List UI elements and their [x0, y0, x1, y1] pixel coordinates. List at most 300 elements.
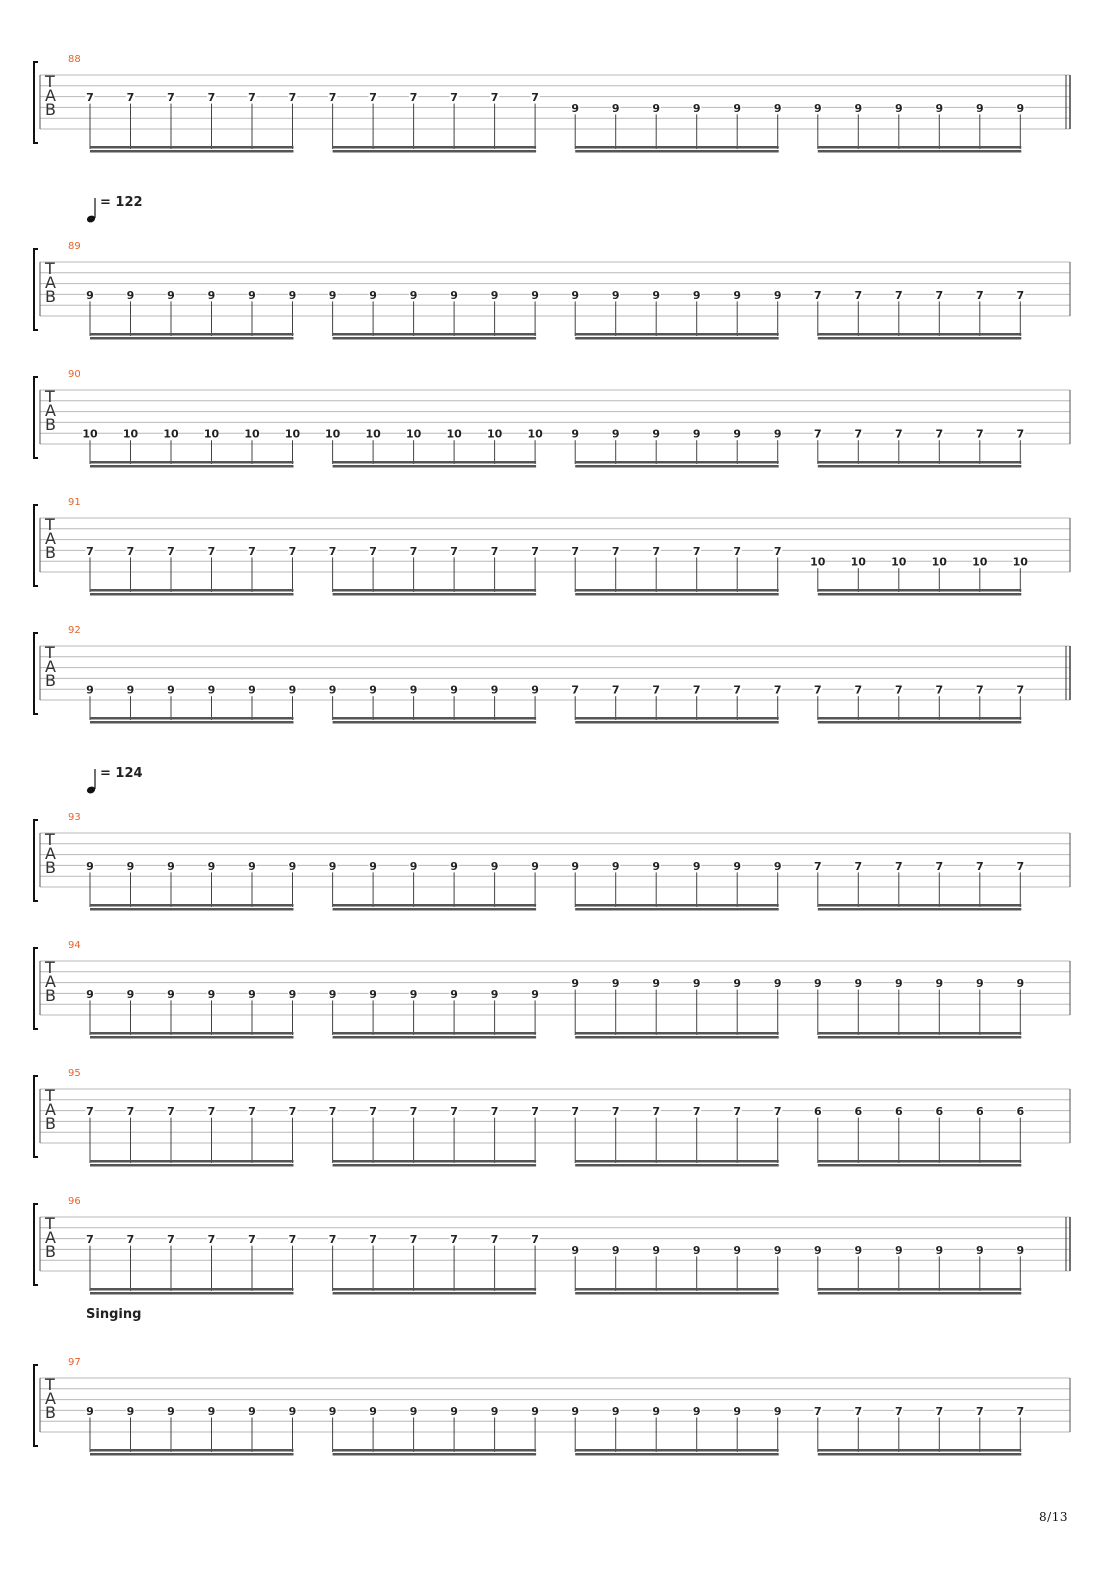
fret-number: 9 — [854, 101, 863, 115]
fret-number: 9 — [692, 977, 701, 991]
fret-number: 7 — [167, 91, 175, 105]
fret-number: 9 — [409, 288, 418, 302]
fret-number: 7 — [328, 91, 337, 105]
fret-number: 9 — [531, 288, 539, 302]
fret-number: 9 — [490, 859, 499, 873]
fret-number: 7 — [692, 683, 701, 697]
fret-number: 7 — [894, 1404, 903, 1418]
beam — [818, 1032, 1022, 1035]
fret-number: 7 — [975, 683, 984, 697]
fret-number: 6 — [935, 1105, 944, 1119]
fret-number: 7 — [167, 544, 175, 558]
fret-number: 7 — [1016, 427, 1025, 441]
fret-number: 7 — [126, 544, 135, 558]
beam — [333, 1453, 536, 1456]
beam — [90, 337, 294, 340]
fret-number: 9 — [531, 859, 539, 873]
fret-number: 9 — [288, 1404, 297, 1418]
beam — [575, 461, 779, 464]
fret-number: 10 — [1012, 555, 1028, 569]
fret-number: 10 — [122, 427, 139, 441]
tab-clef-letter: B — [45, 100, 56, 119]
beam — [333, 1288, 536, 1291]
fret-number: 9 — [894, 977, 903, 991]
fret-number: 9 — [126, 859, 135, 873]
beam — [818, 465, 1022, 468]
beam — [818, 337, 1022, 340]
tab-clef-letter: B — [45, 1403, 56, 1422]
fret-number: 7 — [248, 544, 256, 558]
fret-number: 9 — [288, 288, 297, 302]
fret-number: 9 — [450, 987, 458, 1001]
system-bracket — [34, 1204, 38, 1285]
fret-number: 9 — [207, 288, 216, 302]
fret-number: 9 — [409, 683, 418, 697]
fret-number: 9 — [571, 427, 580, 441]
fret-number: 9 — [733, 427, 742, 441]
beam — [90, 461, 294, 464]
beam — [333, 1164, 536, 1167]
fret-number: 7 — [813, 859, 822, 873]
fret-number: 7 — [248, 1105, 256, 1119]
beam — [575, 717, 779, 720]
system-bracket — [34, 505, 38, 586]
fret-number: 9 — [369, 859, 377, 873]
beam — [90, 1453, 294, 1456]
fret-number: 7 — [207, 91, 216, 105]
beam — [90, 1164, 294, 1167]
fret-number: 7 — [86, 544, 94, 558]
beam — [818, 461, 1022, 464]
fret-number: 9 — [935, 977, 944, 991]
beam — [333, 908, 536, 911]
fret-number: 7 — [854, 427, 863, 441]
fret-number: 7 — [450, 544, 458, 558]
beam — [333, 1449, 536, 1452]
beam — [333, 333, 536, 336]
fret-number: 9 — [126, 288, 135, 302]
beam — [818, 150, 1022, 153]
fret-number: 7 — [167, 1233, 175, 1247]
fret-number: 9 — [652, 427, 661, 441]
fret-number: 9 — [611, 1243, 620, 1257]
system-bracket — [34, 1365, 38, 1446]
beam — [333, 461, 536, 464]
fret-number: 10 — [446, 427, 462, 441]
fret-number: 9 — [490, 683, 499, 697]
fret-number: 9 — [773, 1404, 782, 1418]
fret-number: 7 — [571, 544, 580, 558]
beam — [818, 1449, 1022, 1452]
fret-number: 7 — [531, 1233, 539, 1247]
beam — [818, 1292, 1022, 1295]
tab-clef-letter: B — [45, 986, 56, 1005]
fret-number: 9 — [126, 683, 135, 697]
fret-number: 6 — [1016, 1105, 1025, 1119]
fret-number: 10 — [527, 427, 543, 441]
tab-clef-letter: B — [45, 543, 56, 562]
tab-clef-letter: A — [45, 657, 56, 676]
tempo-marking: = 124 — [100, 766, 143, 781]
fret-number: 7 — [86, 91, 94, 105]
beam — [575, 1036, 779, 1039]
fret-number: 9 — [652, 101, 661, 115]
fret-number: 9 — [248, 987, 256, 1001]
fret-number: 7 — [409, 1233, 418, 1247]
fret-number: 9 — [167, 288, 175, 302]
fret-number: 9 — [86, 1404, 94, 1418]
beam — [818, 1036, 1022, 1039]
fret-number: 7 — [1016, 1404, 1025, 1418]
fret-number: 9 — [894, 101, 903, 115]
fret-number: 7 — [611, 1105, 620, 1119]
beam — [818, 593, 1022, 596]
beam — [575, 1164, 779, 1167]
fret-number: 9 — [652, 859, 661, 873]
beam — [575, 1453, 779, 1456]
fret-number: 7 — [207, 1233, 216, 1247]
fret-number: 9 — [248, 288, 256, 302]
fret-number: 7 — [975, 427, 984, 441]
beam — [90, 589, 294, 592]
beam — [333, 1036, 536, 1039]
fret-number: 7 — [369, 1105, 377, 1119]
beam — [333, 465, 536, 468]
fret-number: 7 — [288, 1233, 297, 1247]
fret-number: 7 — [288, 544, 297, 558]
tab-clef-letter: B — [45, 858, 56, 877]
fret-number: 10 — [972, 555, 988, 569]
fret-number: 9 — [531, 987, 539, 1001]
fret-number: 9 — [571, 101, 580, 115]
fret-number: 10 — [365, 427, 381, 441]
fret-number: 7 — [854, 683, 863, 697]
fret-number: 7 — [894, 288, 903, 302]
fret-number: 9 — [369, 1404, 377, 1418]
fret-number: 7 — [369, 544, 377, 558]
fret-number: 6 — [813, 1105, 822, 1119]
fret-number: 10 — [284, 427, 301, 441]
beam — [575, 1288, 779, 1291]
beam — [575, 465, 779, 468]
beam — [575, 150, 779, 153]
fret-number: 9 — [733, 977, 742, 991]
fret-number: 7 — [409, 91, 418, 105]
beam — [575, 1160, 779, 1163]
fret-number: 9 — [207, 1404, 216, 1418]
fret-number: 9 — [652, 1243, 661, 1257]
fret-number: 7 — [894, 859, 903, 873]
fret-number: 9 — [167, 1404, 175, 1418]
fret-number: 9 — [854, 977, 863, 991]
fret-number: 7 — [207, 1105, 216, 1119]
fret-number: 7 — [450, 1233, 458, 1247]
fret-number: 9 — [1016, 101, 1025, 115]
fret-number: 9 — [733, 859, 742, 873]
fret-number: 7 — [571, 1105, 580, 1119]
beam — [818, 904, 1022, 907]
fret-number: 6 — [854, 1105, 863, 1119]
fret-number: 9 — [490, 1404, 499, 1418]
fret-number: 7 — [126, 1233, 135, 1247]
tab-clef-letter: T — [45, 958, 55, 977]
fret-number: 9 — [813, 977, 822, 991]
beam — [90, 1449, 294, 1452]
fret-number: 7 — [1016, 683, 1025, 697]
fret-number: 7 — [935, 683, 944, 697]
beam — [575, 593, 779, 596]
tab-clef-letter: A — [45, 1100, 56, 1119]
beam — [575, 337, 779, 340]
fret-number: 9 — [854, 1243, 863, 1257]
fret-number: 7 — [773, 1105, 782, 1119]
fret-number: 7 — [611, 544, 620, 558]
fret-number: 10 — [931, 555, 947, 569]
system-bracket — [34, 62, 38, 143]
fret-number: 9 — [571, 977, 580, 991]
fret-number: 9 — [369, 987, 377, 1001]
system-bracket — [34, 249, 38, 330]
tab-clef-letter: B — [45, 671, 56, 690]
fret-number: 9 — [611, 427, 620, 441]
tab-clef-letter: T — [45, 259, 55, 278]
fret-number: 9 — [490, 987, 499, 1001]
measure-number: 95 — [68, 1068, 81, 1079]
fret-number: 7 — [773, 544, 782, 558]
fret-number: 9 — [733, 288, 742, 302]
fret-number: 9 — [450, 288, 458, 302]
fret-number: 9 — [733, 1243, 742, 1257]
fret-number: 9 — [490, 288, 499, 302]
fret-number: 7 — [288, 1105, 297, 1119]
fret-number: 9 — [369, 288, 377, 302]
beam — [575, 1292, 779, 1295]
tab-clef-letter: A — [45, 1389, 56, 1408]
fret-number: 7 — [248, 1233, 256, 1247]
fret-number: 7 — [328, 1233, 337, 1247]
fret-number: 7 — [126, 1105, 135, 1119]
tab-clef-letter: T — [45, 830, 55, 849]
beam — [90, 904, 294, 907]
fret-number: 9 — [1016, 977, 1025, 991]
beam — [818, 1160, 1022, 1163]
fret-number: 7 — [409, 1105, 418, 1119]
fret-number: 7 — [490, 1105, 499, 1119]
fret-number: 9 — [450, 859, 458, 873]
beam — [333, 717, 536, 720]
page-number: 8/13 — [1039, 1510, 1068, 1524]
text-direction: Singing — [86, 1307, 142, 1322]
beam — [333, 337, 536, 340]
beam — [333, 146, 536, 149]
fret-number: 7 — [975, 859, 984, 873]
tab-clef-letter: T — [45, 643, 55, 662]
system-bracket — [34, 1076, 38, 1157]
fret-number: 9 — [773, 427, 782, 441]
beam — [90, 717, 294, 720]
fret-number: 7 — [450, 91, 458, 105]
fret-number: 7 — [813, 288, 822, 302]
fret-number: 7 — [854, 288, 863, 302]
beam — [818, 1288, 1022, 1291]
fret-number: 7 — [894, 683, 903, 697]
fret-number: 9 — [86, 859, 94, 873]
fret-number: 9 — [248, 859, 256, 873]
fret-number: 9 — [1016, 1243, 1025, 1257]
beam — [90, 333, 294, 336]
fret-number: 9 — [935, 1243, 944, 1257]
beam — [90, 721, 294, 724]
beam — [575, 904, 779, 907]
fret-number: 9 — [611, 1404, 620, 1418]
tab-clef-letter: B — [45, 287, 56, 306]
fret-number: 9 — [692, 1404, 701, 1418]
beam — [818, 721, 1022, 724]
fret-number: 7 — [733, 683, 742, 697]
fret-number: 9 — [450, 683, 458, 697]
fret-number: 7 — [975, 1404, 984, 1418]
system-bracket — [34, 633, 38, 714]
fret-number: 10 — [405, 427, 422, 441]
fret-number: 9 — [733, 101, 742, 115]
fret-number: 9 — [207, 987, 216, 1001]
fret-number: 9 — [571, 1404, 580, 1418]
measure-number: 94 — [68, 940, 81, 951]
fret-number: 7 — [490, 1233, 499, 1247]
fret-number: 7 — [773, 683, 782, 697]
fret-number: 9 — [571, 288, 580, 302]
fret-number: 9 — [409, 987, 418, 1001]
fret-number: 9 — [692, 101, 701, 115]
fret-number: 9 — [86, 288, 94, 302]
beam — [575, 1449, 779, 1452]
beam — [575, 146, 779, 149]
fret-number: 10 — [810, 555, 826, 569]
fret-number: 9 — [126, 1404, 135, 1418]
fret-number: 9 — [611, 101, 620, 115]
beam — [333, 1160, 536, 1163]
fret-number: 9 — [328, 683, 337, 697]
fret-number: 10 — [850, 555, 866, 569]
beam — [818, 1164, 1022, 1167]
measure-number: 92 — [68, 625, 81, 636]
fret-number: 9 — [652, 977, 661, 991]
beam — [333, 904, 536, 907]
fret-number: 7 — [86, 1233, 94, 1247]
fret-number: 9 — [248, 1404, 256, 1418]
fret-number: 9 — [813, 101, 822, 115]
tab-clef-letter: A — [45, 844, 56, 863]
fret-number: 9 — [773, 977, 782, 991]
fret-number: 7 — [813, 683, 822, 697]
tab-clef-letter: T — [45, 1375, 55, 1394]
fret-number: 7 — [652, 1105, 661, 1119]
fret-number: 7 — [86, 1105, 94, 1119]
fret-number: 9 — [773, 859, 782, 873]
fret-number: 7 — [935, 1404, 944, 1418]
fret-number: 10 — [82, 427, 98, 441]
fret-number: 10 — [244, 427, 260, 441]
fret-number: 7 — [571, 683, 580, 697]
fret-number: 7 — [369, 91, 377, 105]
system-bracket — [34, 377, 38, 458]
fret-number: 9 — [126, 987, 135, 1001]
fret-number: 9 — [652, 288, 661, 302]
beam — [818, 333, 1022, 336]
measure-number: 96 — [68, 1196, 81, 1207]
fret-number: 9 — [409, 1404, 418, 1418]
fret-number: 9 — [733, 1404, 742, 1418]
measure-number: 90 — [68, 369, 81, 380]
fret-number: 7 — [328, 544, 337, 558]
beam — [90, 465, 294, 468]
measure-number: 88 — [68, 54, 81, 65]
measure-number: 89 — [68, 241, 81, 252]
tab-clef-letter: A — [45, 401, 56, 420]
fret-number: 9 — [773, 101, 782, 115]
fret-number: 6 — [894, 1105, 903, 1119]
beam — [333, 589, 536, 592]
beam — [575, 1032, 779, 1035]
beam — [575, 589, 779, 592]
tab-clef-letter: B — [45, 1114, 56, 1133]
fret-number: 9 — [652, 1404, 661, 1418]
fret-number: 7 — [975, 288, 984, 302]
beam — [90, 1288, 294, 1291]
tab-clef-letter: T — [45, 72, 55, 91]
fret-number: 9 — [450, 1404, 458, 1418]
fret-number: 9 — [288, 859, 297, 873]
beam — [90, 150, 294, 153]
beam — [575, 908, 779, 911]
fret-number: 9 — [328, 288, 337, 302]
fret-number: 7 — [611, 683, 620, 697]
tab-clef-letter: A — [45, 972, 56, 991]
fret-number: 9 — [813, 1243, 822, 1257]
beam — [333, 1032, 536, 1035]
fret-number: 9 — [328, 987, 337, 1001]
fret-number: 7 — [409, 544, 418, 558]
fret-number: 7 — [935, 288, 944, 302]
tab-clef-letter: T — [45, 1086, 55, 1105]
measure-number: 97 — [68, 1357, 81, 1368]
fret-number: 9 — [611, 288, 620, 302]
measure-number: 93 — [68, 812, 81, 823]
beam — [90, 146, 294, 149]
fret-number: 7 — [854, 1404, 863, 1418]
fret-number: 9 — [167, 859, 175, 873]
fret-number: 7 — [1016, 288, 1025, 302]
tab-clef-letter: T — [45, 515, 55, 534]
fret-number: 7 — [935, 859, 944, 873]
beam — [90, 593, 294, 596]
fret-number: 9 — [328, 1404, 337, 1418]
fret-number: 9 — [975, 101, 984, 115]
fret-number: 9 — [692, 859, 701, 873]
fret-number: 9 — [369, 683, 377, 697]
fret-number: 7 — [328, 1105, 337, 1119]
tab-clef-letter: A — [45, 86, 56, 105]
beam — [818, 589, 1022, 592]
beam — [333, 721, 536, 724]
fret-number: 9 — [975, 977, 984, 991]
fret-number: 7 — [733, 544, 742, 558]
fret-number: 9 — [167, 987, 175, 1001]
tab-clef-letter: T — [45, 1214, 55, 1233]
fret-number: 10 — [163, 427, 179, 441]
fret-number: 9 — [611, 859, 620, 873]
fret-number: 9 — [773, 1243, 782, 1257]
